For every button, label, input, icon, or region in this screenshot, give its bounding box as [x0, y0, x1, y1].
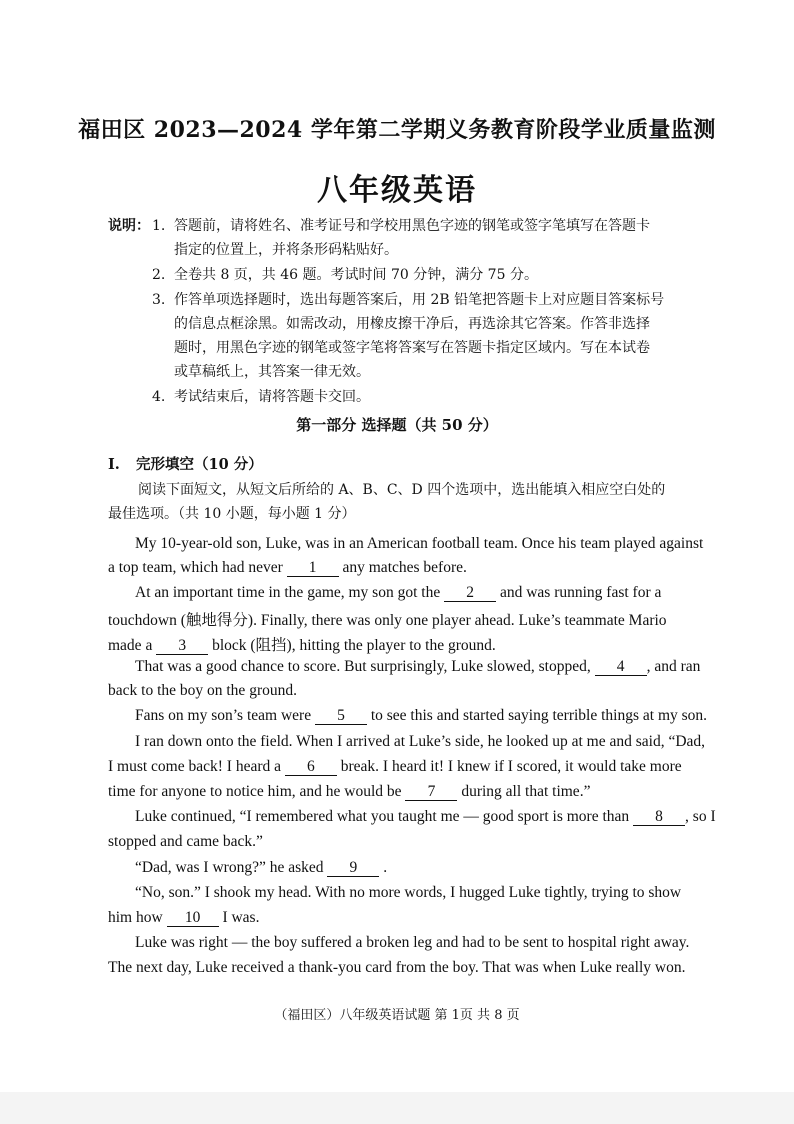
section-title: 完形填空（10 分）: [136, 456, 263, 473]
passage-line: touchdown (触地得分). Finally, there was only one player ahead. Luke’s teammate Mario: [108, 612, 667, 629]
instruction-line: 的信息点框涂黑。如需改动，用橡皮擦干净后，再选涂其它答案。作答非选择: [174, 316, 650, 332]
blank-9: 9: [327, 860, 379, 877]
blank-5: 5: [315, 708, 367, 725]
instruction-number: 4.: [152, 389, 166, 405]
blank-4: 4: [595, 659, 647, 676]
passage-line: The next day, Luke received a thank-you card from the boy. That was when Luke really won.: [108, 959, 686, 976]
blank-10: 10: [167, 910, 219, 927]
instruction-line: 或草稿纸上，其答案一律无效。: [174, 364, 370, 380]
blank-1: 1: [287, 560, 339, 577]
passage-line: My 10-year-old son, Luke, was in an American football team. Once his team played against: [135, 535, 704, 552]
passage-line: “No, son.” I shook my head. With no more words, I hugged Luke tightly, trying to show: [135, 884, 682, 901]
section-directions-line: 最佳选项。（共 10 小题，每小题 1 分）: [108, 506, 356, 522]
instruction-number: 1.: [152, 218, 166, 234]
part-title: 第一部分 选择题（共 50 分）: [296, 416, 498, 434]
passage-line: I ran down onto the field. When I arrived at Luke’s side, he looked up at me and said, “Dad,: [135, 733, 706, 750]
instruction-number: 3.: [152, 292, 166, 308]
section-directions-line: 阅读下面短文，从短文后所给的 A、B、C、D 四个选项中，选出能填入相应空白处的: [138, 482, 666, 498]
instruction-line: 作答单项选择题时，选出每题答案后，用 2B 铅笔把答题卡上对应题目答案标号: [174, 292, 665, 308]
passage-line: time for anyone to notice him, and he would be 7 during all that time.”: [108, 783, 591, 800]
passage-line: Luke was right — the boy suffered a broken leg and had to be sent to hospital right away.: [135, 934, 690, 951]
exam-title: 福田区 2023—2024 学年第二学期义务教育阶段学业质量监测: [78, 117, 716, 143]
passage-line: At an important time in the game, my son got the 2 and was running fast for a: [135, 584, 662, 601]
instruction-line: 指定的位置上，并将条形码粘贴好。: [174, 242, 398, 258]
instruction-line: 全卷共 8 页，共 46 题。考试时间 70 分钟，满分 75 分。: [174, 267, 538, 283]
page-footer: （福田区）八年级英语试题 第 1页 共 8 页: [274, 1008, 520, 1023]
passage-line: Fans on my son’s team were 5 to see this and started saying terrible things at my son.: [135, 707, 708, 724]
instruction-number: 2.: [152, 267, 166, 283]
passage-line: That was a good chance to score. But surprisingly, Luke slowed, stopped, 4 , and ran: [135, 658, 701, 675]
blank-3: 3: [156, 638, 208, 655]
passage-line: made a 3 block (阻挡), hitting the player to the ground.: [108, 637, 496, 654]
passage-line: I must come back! I heard a 6 break. I heard it! I knew if I scored, it would take more: [108, 758, 682, 775]
instruction-line: 考试结束后，请将答题卡交回。: [174, 389, 370, 405]
instructions-label: 说明：: [108, 218, 150, 234]
blank-7: 7: [405, 784, 457, 801]
passage-line: a top team, which had never 1 any matches before.: [108, 559, 467, 576]
passage-line: back to the boy on the ground.: [108, 682, 297, 699]
blank-8: 8: [633, 809, 685, 826]
passage-line: him how 10 I was.: [108, 909, 260, 926]
exam-subject-title: 八年级英语: [317, 173, 477, 208]
blank-6: 6: [285, 759, 337, 776]
passage-line: stopped and came back.”: [108, 833, 263, 850]
section-heading: [108, 453, 263, 474]
instruction-line: 题时，用黑色字迹的钢笔或签字笔将答案写在答题卡指定区域内。写在本试卷: [174, 340, 650, 356]
blank-2: 2: [444, 585, 496, 602]
instruction-line: 答题前，请将姓名、准考证号和学校用黑色字迹的钢笔或签字笔填写在答题卡: [174, 218, 650, 234]
passage-line: Luke continued, “I remembered what you taught me — good sport is more than 8 , so I: [135, 808, 716, 825]
scan-bottom-edge: [0, 1092, 794, 1124]
passage-line: “Dad, was I wrong?” he asked 9 .: [135, 859, 388, 876]
section-number: I.: [108, 456, 120, 473]
